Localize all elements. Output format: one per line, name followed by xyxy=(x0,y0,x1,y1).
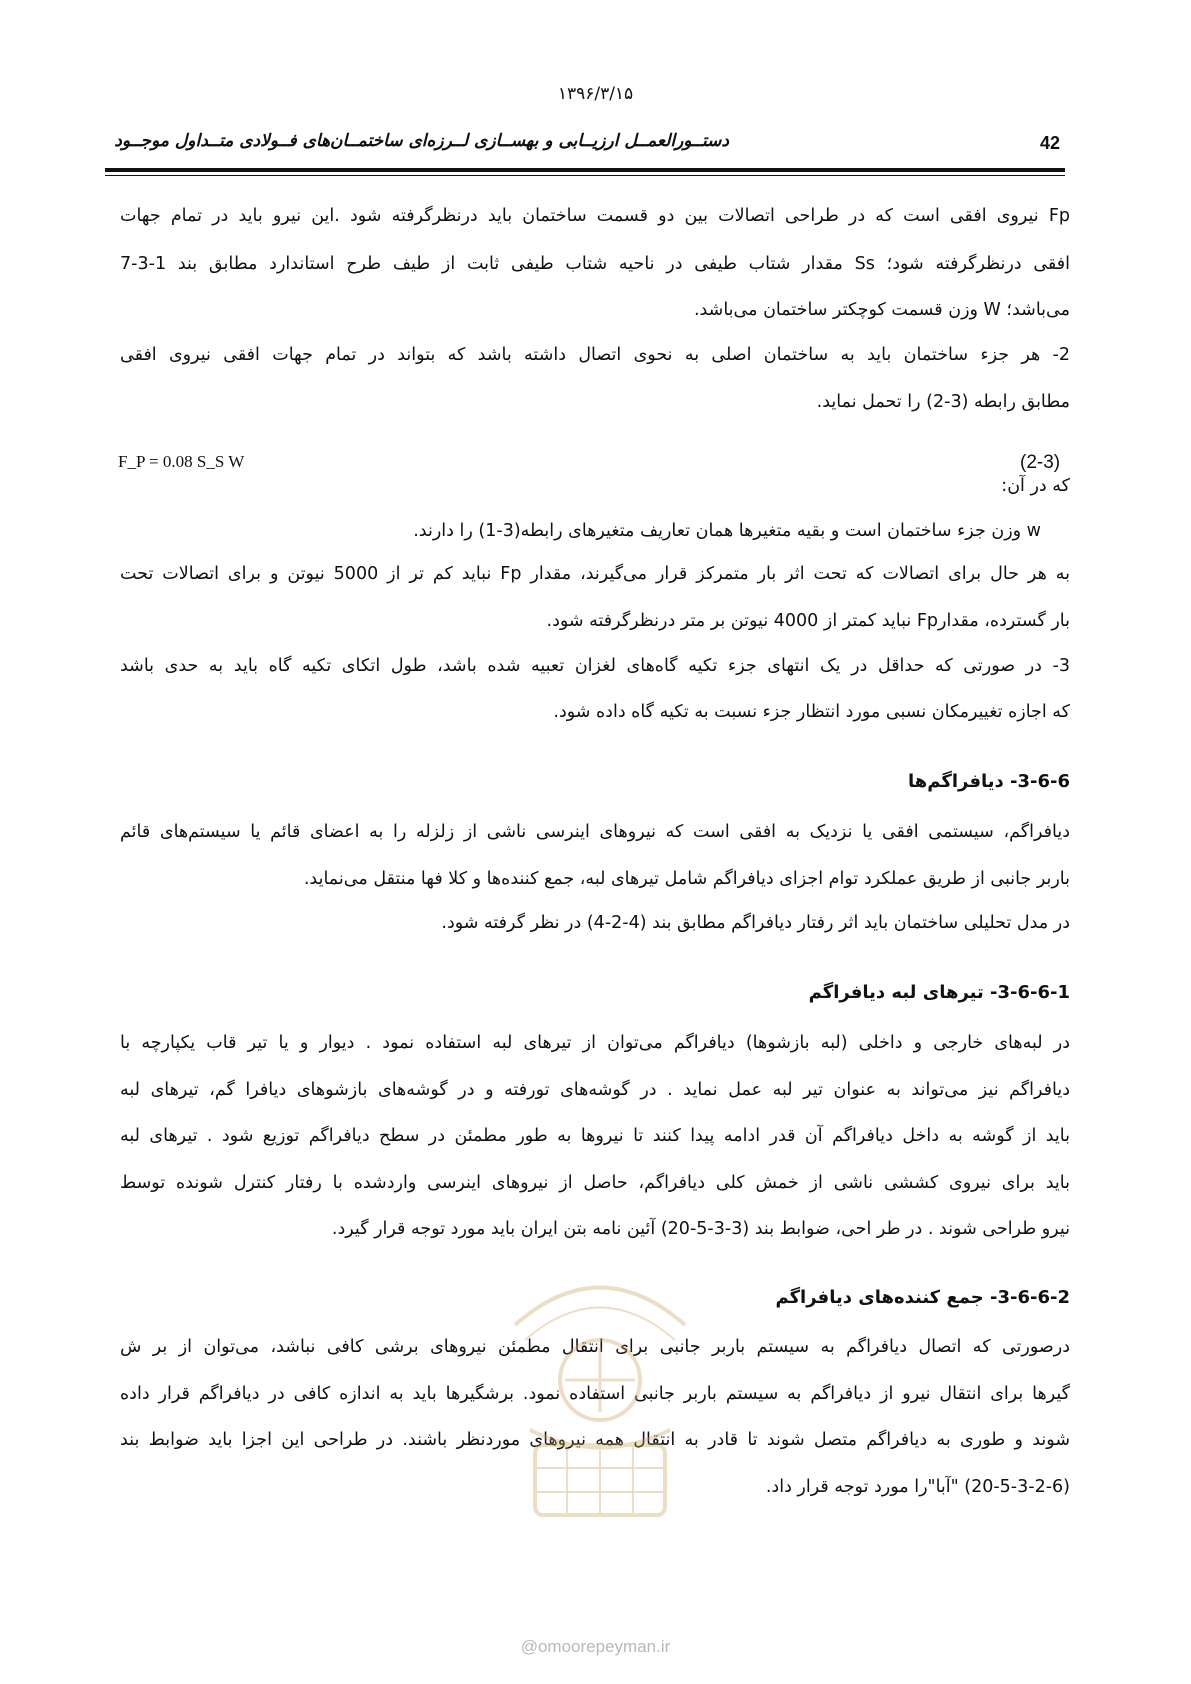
body-line: که در آن: xyxy=(1001,476,1070,496)
page-number: 42 xyxy=(1040,133,1061,153)
section-heading: 3-6-6-1- تیرهای لبه دیافراگم xyxy=(808,982,1070,1003)
watermark-site: @omoorepeyman.ir xyxy=(520,1637,671,1656)
body-line: افقی درنظرگرفته شود؛ Ss مقدار شتاب طیفی در ناحیه شتاب طیفی ثابت از طیف طرح استاندارد مطابق بند 1-3-7 xyxy=(120,254,1070,274)
body-line: 2- هر جزء ساختمان باید به ساختمان اصلی به نحوی اتصال داشته باشد که بتواند در تمام جهات افقی نیروی افقی xyxy=(120,345,1070,365)
body-line: شوند و طوری به دیافراگم متصل شوند تا قادر به انتقال همه نیروهای موردنظر باشند. در طراحی این اجزا باید ضوابط بند xyxy=(120,1430,1070,1450)
header-date: ۱۳۹۶/۳/۱۵ xyxy=(557,84,634,104)
body-line: باید از گوشه به داخل دیافراگم آن قدر ادامه پیدا کنند تا نیروها به طور مطمئن در سطح دیافراگم توزیع شود . تیرهای لبه xyxy=(120,1126,1070,1146)
body-line: به هر حال برای اتصالات که تحت اثر بار متمرکز قرار می‌گیرند، مقدار Fp نباید کم تر از 5000 نیوتن و برای اتصالات تحت xyxy=(120,564,1070,584)
body-line: در لبه‌های خارجی و داخلی (لبه بازشوها) دیافراگم می‌توان از تیرهای لبه استفاده نمود . دیوار و یا تیر قاب یکپارچه با xyxy=(120,1033,1070,1053)
body-line: باید برای نیروی کششی ناشی از خمش کلی دیافراگم، حاصل از نیروهای اینرسی واردشده با رفتار کنترل شونده توسط xyxy=(120,1173,1070,1193)
body-line: بار گسترده، مقدارFp نباید کمتر از 4000 نیوتن بر متر درنظرگرفته شود. xyxy=(546,611,1070,631)
body-line: Fp نیروی افقی است که در طراحی اتصالات بین دو قسمت ساختمان باید درنظرگرفته شود .این نیرو باید در تمام جهات xyxy=(120,206,1070,226)
section-heading: 3-6-6- دیافراگم‌ها xyxy=(908,771,1070,792)
body-line: نیرو طراحی شوند . در طر احی، ضوابط بند (3-3-5-20) آئین نامه بتن ایران باید مورد توجه قرار گیرد. xyxy=(331,1219,1070,1239)
body-line: (20-5-3-2-6) "آبا"را مورد توجه قرار داد. xyxy=(765,1477,1070,1497)
body-line: درصورتی که اتصال دیافراگم به سیستم باربر جانبی برای انتقال مطمئن نیروهای برشی کافی نباشد، می‌توان از بر ش xyxy=(120,1337,1070,1357)
body-line: دیافراگم، سیستمی افقی یا نزدیک به افقی است که نیروهای اینرسی ناشی از زلزله را به اعضای قائم یا سیستم‌های قائم xyxy=(120,822,1070,842)
body-line: w وزن جزء ساختمان است و بقیه متغیرها همان تعاریف متغیرهای رابطه(3-1) را دارند. xyxy=(413,521,1041,541)
body-line: می‌باشد؛ W وزن قسمت کوچکتر ساختمان می‌باشد. xyxy=(693,300,1070,320)
body-line: در مدل تحلیلی ساختمان باید اثر رفتار دیافراگم مطابق بند (4-2-4) در نظر گرفته شود. xyxy=(441,913,1070,933)
body-line: مطابق رابطه (3-2) را تحمل نماید. xyxy=(816,392,1070,412)
body-line: گیرها برای انتقال نیرو از دیافراگم به سیستم باربر جانبی استفاده نمود. برشگیرها باید به اندازه کافی در دیافراگم قرار داده xyxy=(120,1384,1070,1404)
equation-label: (2-3) xyxy=(1020,452,1061,473)
header-rule-thin xyxy=(105,175,1065,176)
header-rule-thick xyxy=(105,168,1065,172)
running-title: دستــورالعمــل ارزیــابی و بهســازی لــرزه‌ای ساختمــان‌های فــولادی متــداول موجــود xyxy=(114,131,729,151)
body-line: 3- در صورتی که حداقل در یک انتهای جزء تکیه گاه‌های لغزان تعبیه شده باشد، طول اتکای تکیه گاه باید به حدی باشد xyxy=(120,656,1070,676)
section-heading: 3-6-6-2- جمع کننده‌های دیافراگم xyxy=(775,1287,1070,1308)
body-line: باربر جانبی از طریق عملکرد توام اجزای دیافراگم شامل تیرهای لبه، جمع کننده‌ها و کلا فها منتقل می‌نماید. xyxy=(303,869,1070,889)
body-line: که اجازه تغییرمکان نسبی مورد انتظار جزء نسبت به تکیه گاه داده شود. xyxy=(553,702,1070,722)
seal-logo-icon xyxy=(495,1230,705,1530)
body-line: دیافراگم نیز می‌تواند به عنوان تیر لبه عمل نماید . در گوشه‌های تورفته و در گوشه‌های بازشوهای دیافرا گم، تیرهای لبه xyxy=(120,1080,1070,1100)
formula-equation: F_P = 0.08 S_S W xyxy=(118,452,245,471)
